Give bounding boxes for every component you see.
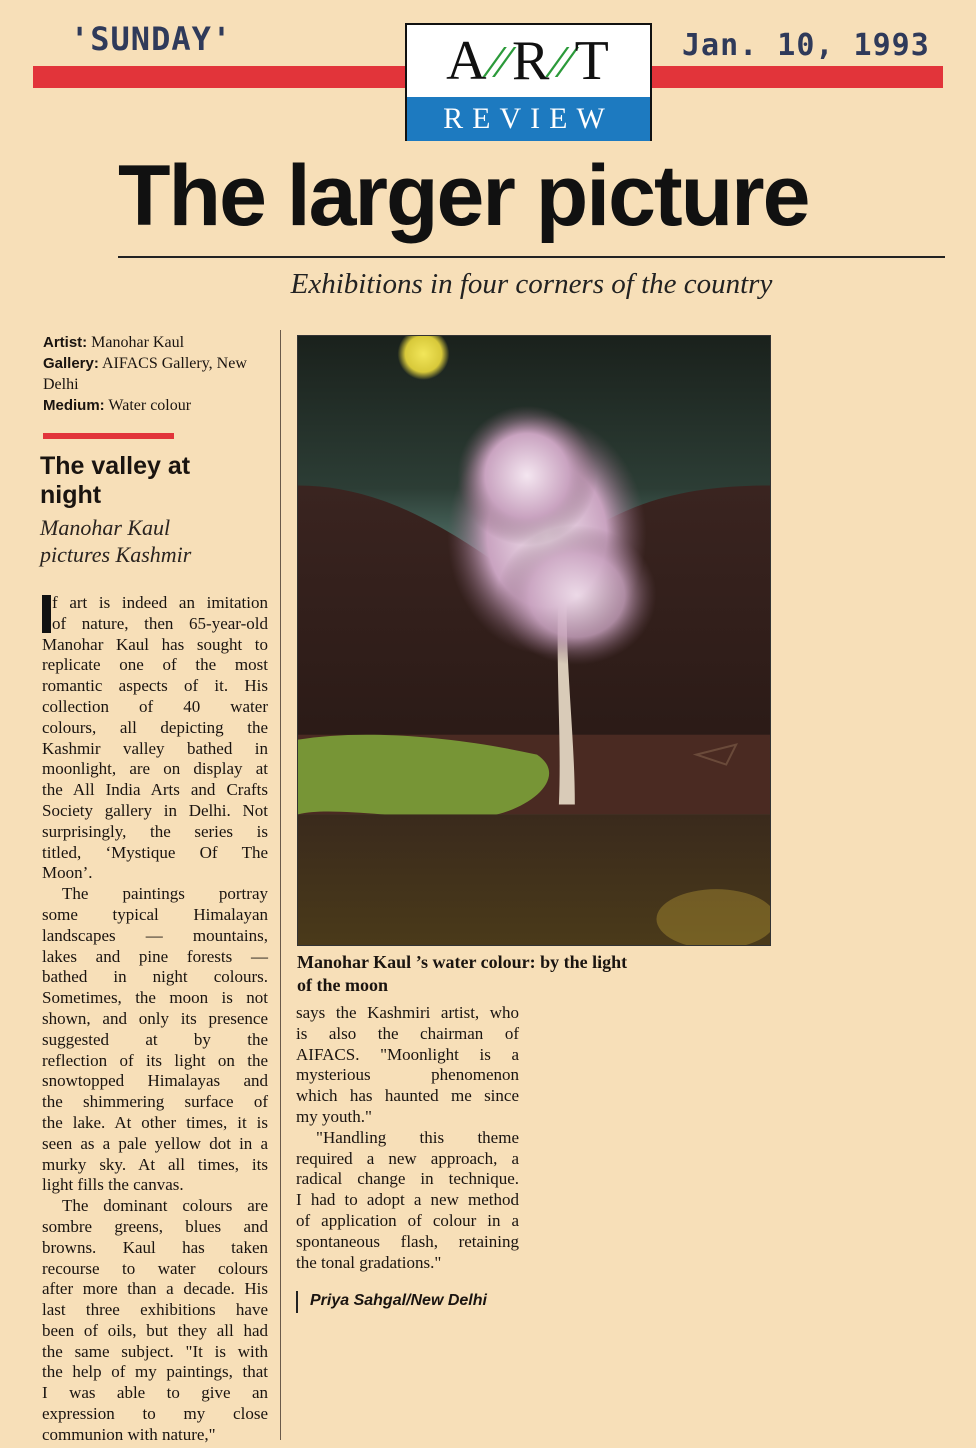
body-text-line: bathed in night colours. (42, 967, 268, 987)
exhibition-info (43, 332, 273, 416)
logo-review-band: REVIEW (407, 97, 650, 141)
painting-photo (297, 335, 771, 946)
story-dek-line: pictures Kashmir (40, 542, 192, 567)
gallery-value: AIFACS Gallery, New (102, 355, 247, 372)
author-byline: Priya Sahgal/New Delhi (310, 1292, 487, 1309)
body-text-line: the All India Arts and Crafts (42, 780, 268, 800)
gallery-row-continued: Delhi (43, 376, 79, 393)
body-text-line: The paintings portray (62, 884, 268, 904)
story-title (40, 452, 275, 510)
body-text-line: I had to adopt a new method (296, 1190, 519, 1210)
body-text-line: browns. Kaul has taken (42, 1237, 268, 1257)
body-text-line: expression to my close (42, 1404, 268, 1424)
body-text-line: some typical Himalayan (42, 904, 268, 924)
medium-label: Medium: (43, 397, 105, 414)
body-text-line: sombre greens, blues and (42, 1216, 268, 1236)
body-text-line: AIFACS. "Moonlight is a (296, 1044, 519, 1064)
logo-letter-a: A (446, 30, 489, 92)
headline-rule (118, 256, 945, 258)
body-text-line: Moon’. (42, 863, 93, 883)
caption-line: Manohar Kaul ’s water colour: by the light (297, 952, 628, 972)
artist-label: Artist: (43, 334, 88, 351)
byline-rule (296, 1291, 298, 1313)
art-review-logo (405, 23, 652, 141)
body-text-line: the lake. At other times, it is (42, 1112, 268, 1132)
column-divider (280, 330, 281, 1440)
body-text-line: f art is indeed an imitation (52, 593, 268, 612)
body-text-line: radical change in technique. (296, 1169, 519, 1189)
page-subhead: Exhibitions in four corners of the country (290, 268, 773, 300)
body-text-line: the shimmering surface of (42, 1092, 268, 1112)
logo-green-slash-icon: ⁄⁄ (553, 35, 573, 87)
logo-green-slash-icon: ⁄⁄ (490, 35, 510, 87)
body-text-line: Kashmir valley bathed in (42, 738, 268, 758)
body-text-line: Sometimes, the moon is not (42, 988, 268, 1008)
logo-letter-r: R (511, 30, 552, 92)
body-text-line: romantic aspects of it. His (42, 676, 268, 696)
story-title-line: night (40, 481, 102, 509)
body-text-line: surprisingly, the series is (42, 821, 268, 841)
section-accent-bar (43, 433, 174, 439)
body-text-line: required a new approach, a (296, 1148, 519, 1168)
body-text-line: moonlight, are on display at (42, 759, 268, 779)
body-text-line: Society gallery in Delhi. Not (42, 800, 268, 820)
gallery-label: Gallery: (43, 355, 99, 372)
body-text-line: reflection of its light on the (42, 1050, 268, 1070)
body-text-line: communion with nature," (42, 1424, 216, 1444)
body-text-line: which has haunted me since (296, 1086, 519, 1106)
body-text-line: recourse to water colours (42, 1258, 268, 1278)
body-text-line: my youth." (296, 1106, 372, 1126)
body-text-line: suggested at by the (42, 1029, 268, 1049)
artist-value: Manohar Kaul (91, 334, 185, 351)
body-text-line: murky sky. At all times, its (42, 1154, 268, 1174)
body-text-line: last three exhibitions have (42, 1300, 268, 1320)
body-text-line: lakes and pine forests — (42, 946, 268, 966)
body-text-line: the help of my paintings, that (42, 1362, 268, 1382)
handwritten-date-note: Jan. 10, 1993 (682, 28, 930, 63)
logo-letter-t: T (574, 30, 611, 92)
page-headline: The larger picture (118, 148, 809, 244)
body-text-line: spontaneous flash, retaining (296, 1231, 519, 1251)
body-text-line: been of oils, but they all had (42, 1320, 268, 1340)
body-text-line: titled, ‘Mystique Of The (42, 842, 268, 862)
right-column-body (296, 1003, 519, 1273)
left-column-body (42, 593, 268, 1446)
story-title-line: The valley at (40, 452, 191, 480)
medium-row (43, 395, 273, 416)
body-text-line: says the Kashmiri artist, who (296, 1003, 519, 1022)
body-text-line: collection of 40 water (42, 696, 268, 716)
body-text-line: after more than a decade. His (42, 1279, 268, 1299)
body-text-line: snowtopped Himalayas and (42, 1071, 268, 1091)
body-text-line: is also the chairman of (296, 1023, 519, 1043)
body-text-line: seen as a pale yellow dot in a (42, 1133, 268, 1153)
body-text-line: Manohar Kaul has sought to (42, 634, 268, 654)
body-text-line: of application of colour in a (296, 1210, 519, 1230)
artist-row (43, 332, 273, 353)
painting-caption (297, 951, 697, 997)
body-text-line: replicate one of the most (42, 655, 268, 675)
logo-wordmark (407, 25, 650, 97)
body-text-line: "Handling this theme (316, 1127, 519, 1147)
story-dek-line: Manohar Kaul (40, 515, 171, 540)
body-text-line: shown, and only its presence (42, 1008, 268, 1028)
body-text-line: The dominant colours are (62, 1196, 268, 1216)
body-text-line: the same subject. "It is with (42, 1341, 268, 1361)
body-text-line: mysterious phenomenon (296, 1065, 519, 1085)
body-text-line: landscapes — mountains, (42, 925, 268, 945)
body-text-line: colours, all depicting the (42, 717, 268, 737)
body-text-line: of nature, then 65-year-old (52, 613, 268, 633)
medium-value: Water colour (108, 397, 192, 414)
handwritten-publication-note: 'SUNDAY' (70, 20, 233, 58)
caption-line: of the moon (297, 975, 388, 995)
body-text-line: light fills the canvas. (42, 1175, 184, 1195)
body-text-line: I was able to give an (42, 1383, 268, 1403)
story-dek (40, 514, 275, 568)
body-text-line: the tonal gradations." (296, 1252, 442, 1272)
gallery-row (43, 353, 273, 374)
